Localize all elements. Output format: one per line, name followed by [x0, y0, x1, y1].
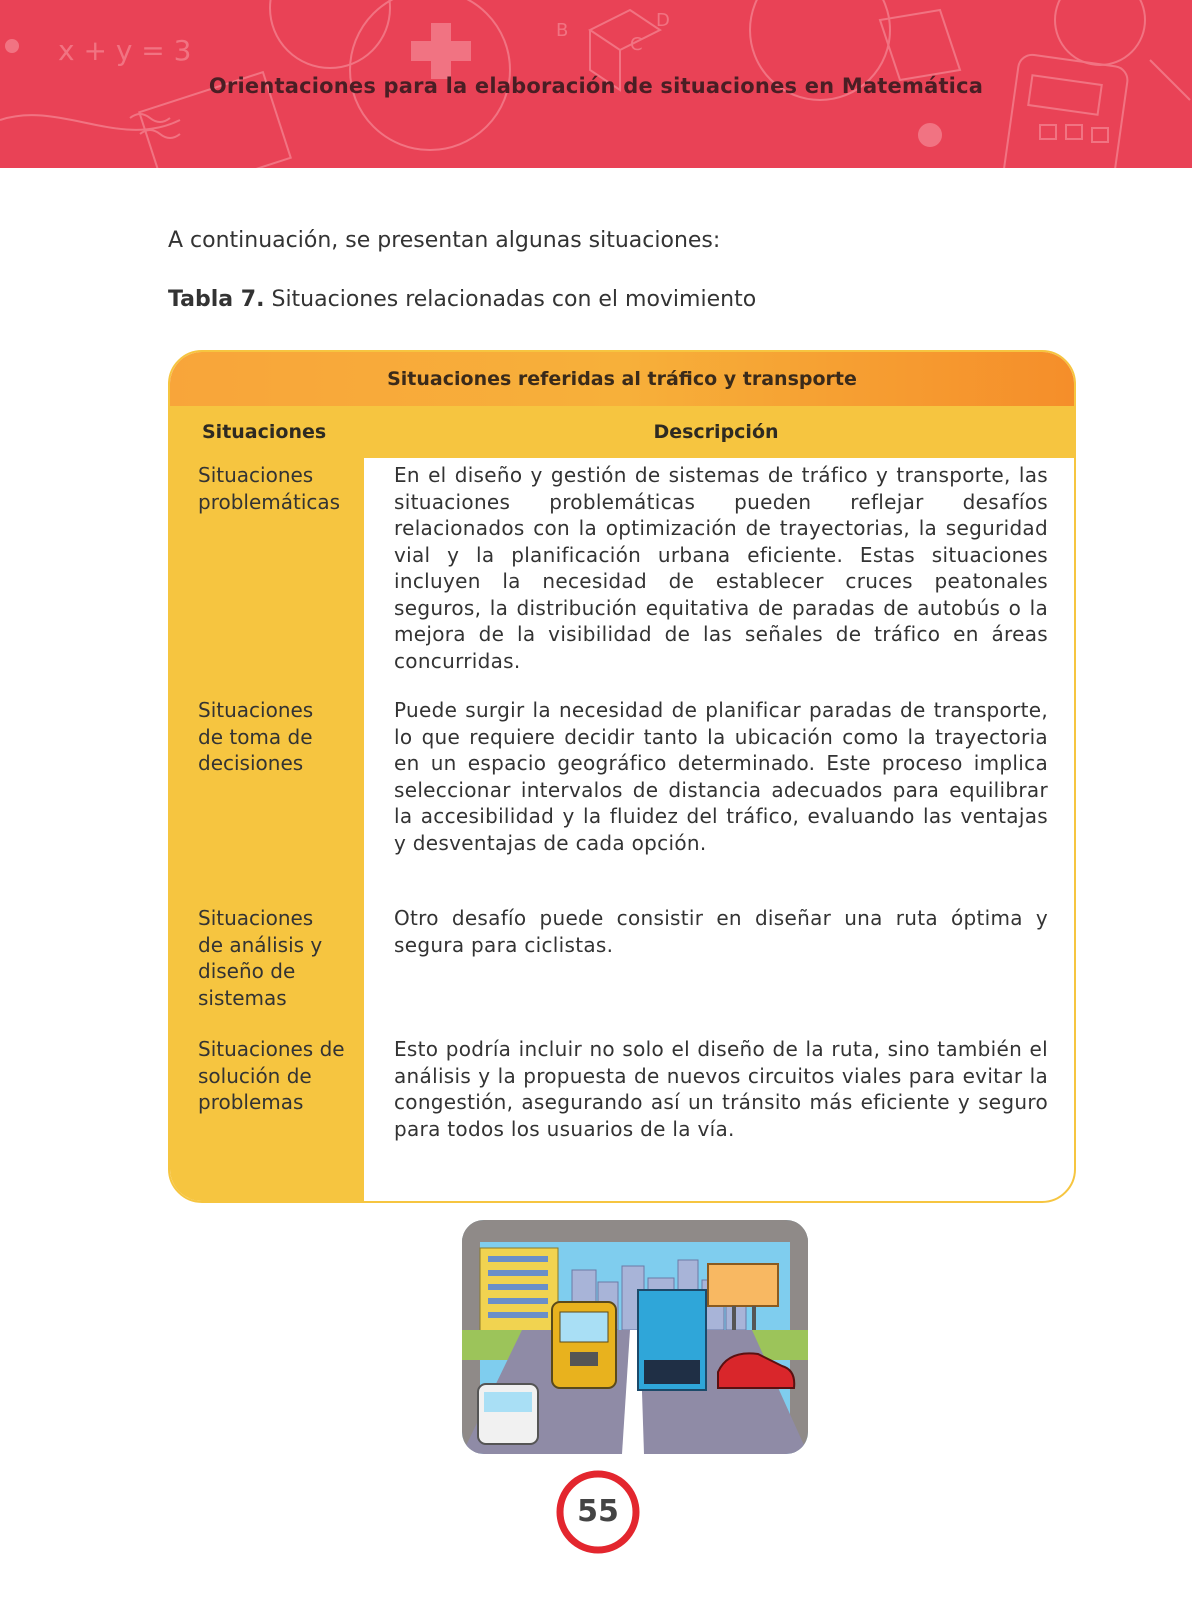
column-header-descripcion: Descripción [653, 421, 779, 443]
svg-text:x + y = 3: x + y = 3 [58, 34, 192, 67]
caption-text: Situaciones relacionadas con el movimiento [264, 287, 757, 312]
header-title: Orientaciones para la elaboración de situaciones en Matemática [208, 74, 984, 98]
column-header-situaciones: Situaciones [202, 421, 327, 443]
page-number: 55 [577, 1494, 619, 1529]
table-column-headers [170, 406, 1074, 458]
svg-text:C: C [630, 34, 643, 55]
svg-text:B: B [556, 20, 569, 41]
situation-label: Situaciones de análisis y diseño de sistemas [198, 906, 323, 1010]
intro-text: A continuación, se presentan algunas situaciones: [168, 228, 721, 253]
situation-description: Otro desafío puede consistir en diseñar una ruta óptima y segura para ciclistas. [394, 906, 1048, 957]
header-banner [0, 0, 1192, 168]
table-title: Situaciones referidas al tráfico y transporte [170, 352, 1074, 406]
situation-label: Situaciones de solución de problemas [198, 1037, 345, 1114]
situation-description: Puede surgir la necesidad de planificar paradas de transporte, lo que requiere decidir tanto la ubicación como la trayectoria en un espacio geográfico determinado. Este proceso implica seleccionar intervalos de distancia adecuados para equilibrar la accesibilidad y la fluidez del tráfico, evaluando las ventajas y desventajas de cada opción. [394, 698, 1048, 855]
situations-table [168, 350, 1076, 1203]
caption-label: Tabla 7. [168, 287, 265, 312]
traffic-road-illustration [462, 1220, 808, 1454]
situation-label: Situaciones de toma de decisiones [198, 698, 314, 775]
svg-text:D: D [656, 10, 670, 31]
table-caption [168, 287, 756, 312]
situation-description: Esto podría incluir no solo el diseño de la ruta, sino también el análisis y la propuesta de nuevos circuitos viales para evitar la congestión, asegurando así un tránsito más eficiente y seguro para todos los usuarios de la vía. [394, 1037, 1048, 1141]
situation-label: Situaciones problemáticas [198, 463, 341, 514]
situation-description: En el diseño y gestión de sistemas de tráfico y transporte, las situaciones problemáticas pueden reflejar desafíos relacionados con la optimización de trayectorias, la seguridad vial y la planificación urbana eficiente. Estas situaciones incluyen la necesidad de establecer cruces peatonales seguros, la distribución equitativa de paradas de autobús o la mejora de la visibilidad de las señales de tráfico en áreas concurridas. [394, 463, 1048, 673]
